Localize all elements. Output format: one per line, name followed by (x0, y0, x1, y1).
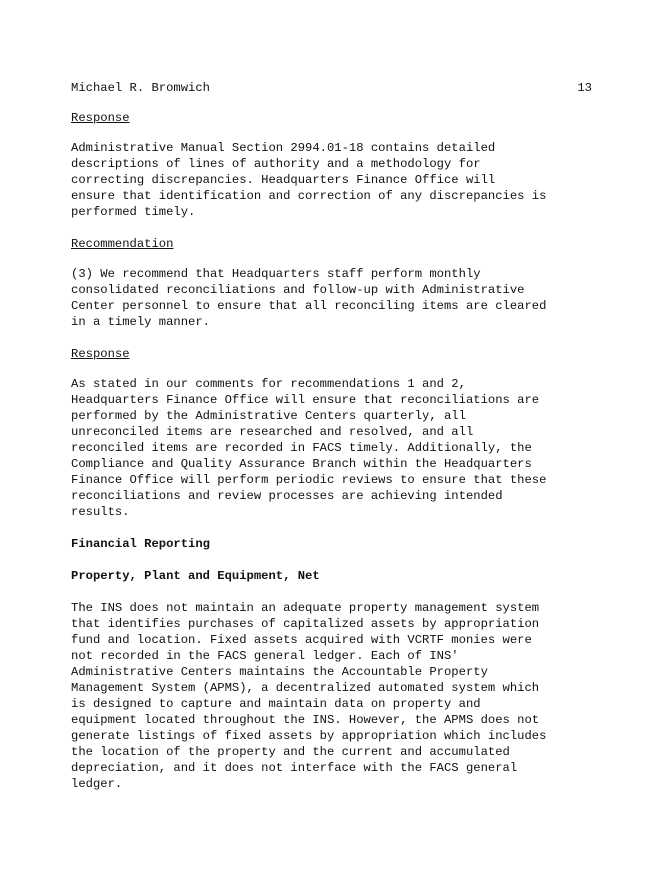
recommendation-paragraph: (3) We recommend that Headquarters staff perform monthly consolidated reconciliations and follow-up with Administrative Center personnel to ensure that all reconciling items are cleared in a timely manner. (71, 267, 547, 329)
author-name: Michael R. Bromwich (71, 81, 210, 95)
recommendation-heading: Recommendation (71, 237, 174, 251)
page-number: 13 (577, 81, 592, 95)
financial-reporting-heading: Financial Reporting (71, 537, 210, 551)
response-heading: Response (71, 111, 130, 125)
document-page (71, 80, 592, 808)
response-paragraph-2: As stated in our comments for recommendations 1 and 2, Headquarters Finance Office will ensure that reconciliations are performed by the Administrative Centers quarterly, all unreconciled items are researched and resolved, and all reconciled items are recorded in FACS timely. Additionally, the Compliance and Quality Assurance Branch within the Headquarters Finance Office will perform periodic reviews to ensure that these reconciliations and review processes are achieving intended results. (71, 377, 547, 519)
response-paragraph: Administrative Manual Section 2994.01-18 contains detailed descriptions of lines of authority and a methodology for correcting discrepancies. Headquarters Finance Office will ensure that identification and correction of any discrepancies is performed timely. (71, 141, 547, 219)
ppe-heading: Property, Plant and Equipment, Net (71, 569, 320, 583)
response-heading-2: Response (71, 347, 130, 361)
ppe-paragraph: The INS does not maintain an adequate property management system that identifies purchases of capitalized assets by appropriation fund and location. Fixed assets acquired with VCRTF monies were not recorded in the FACS general ledger. Each of INS' Administrative Centers maintains the Accountable Property Management System (APMS), a decentralized automated system which is designed to capture and maintain data on property and equipment located throughout the INS. However, the APMS does not generate listings of fixed assets by appropriation which includes the location of the property and the current and accumulated depreciation, and it does not interface with the FACS general ledger. (71, 601, 547, 791)
page-header (71, 80, 592, 96)
